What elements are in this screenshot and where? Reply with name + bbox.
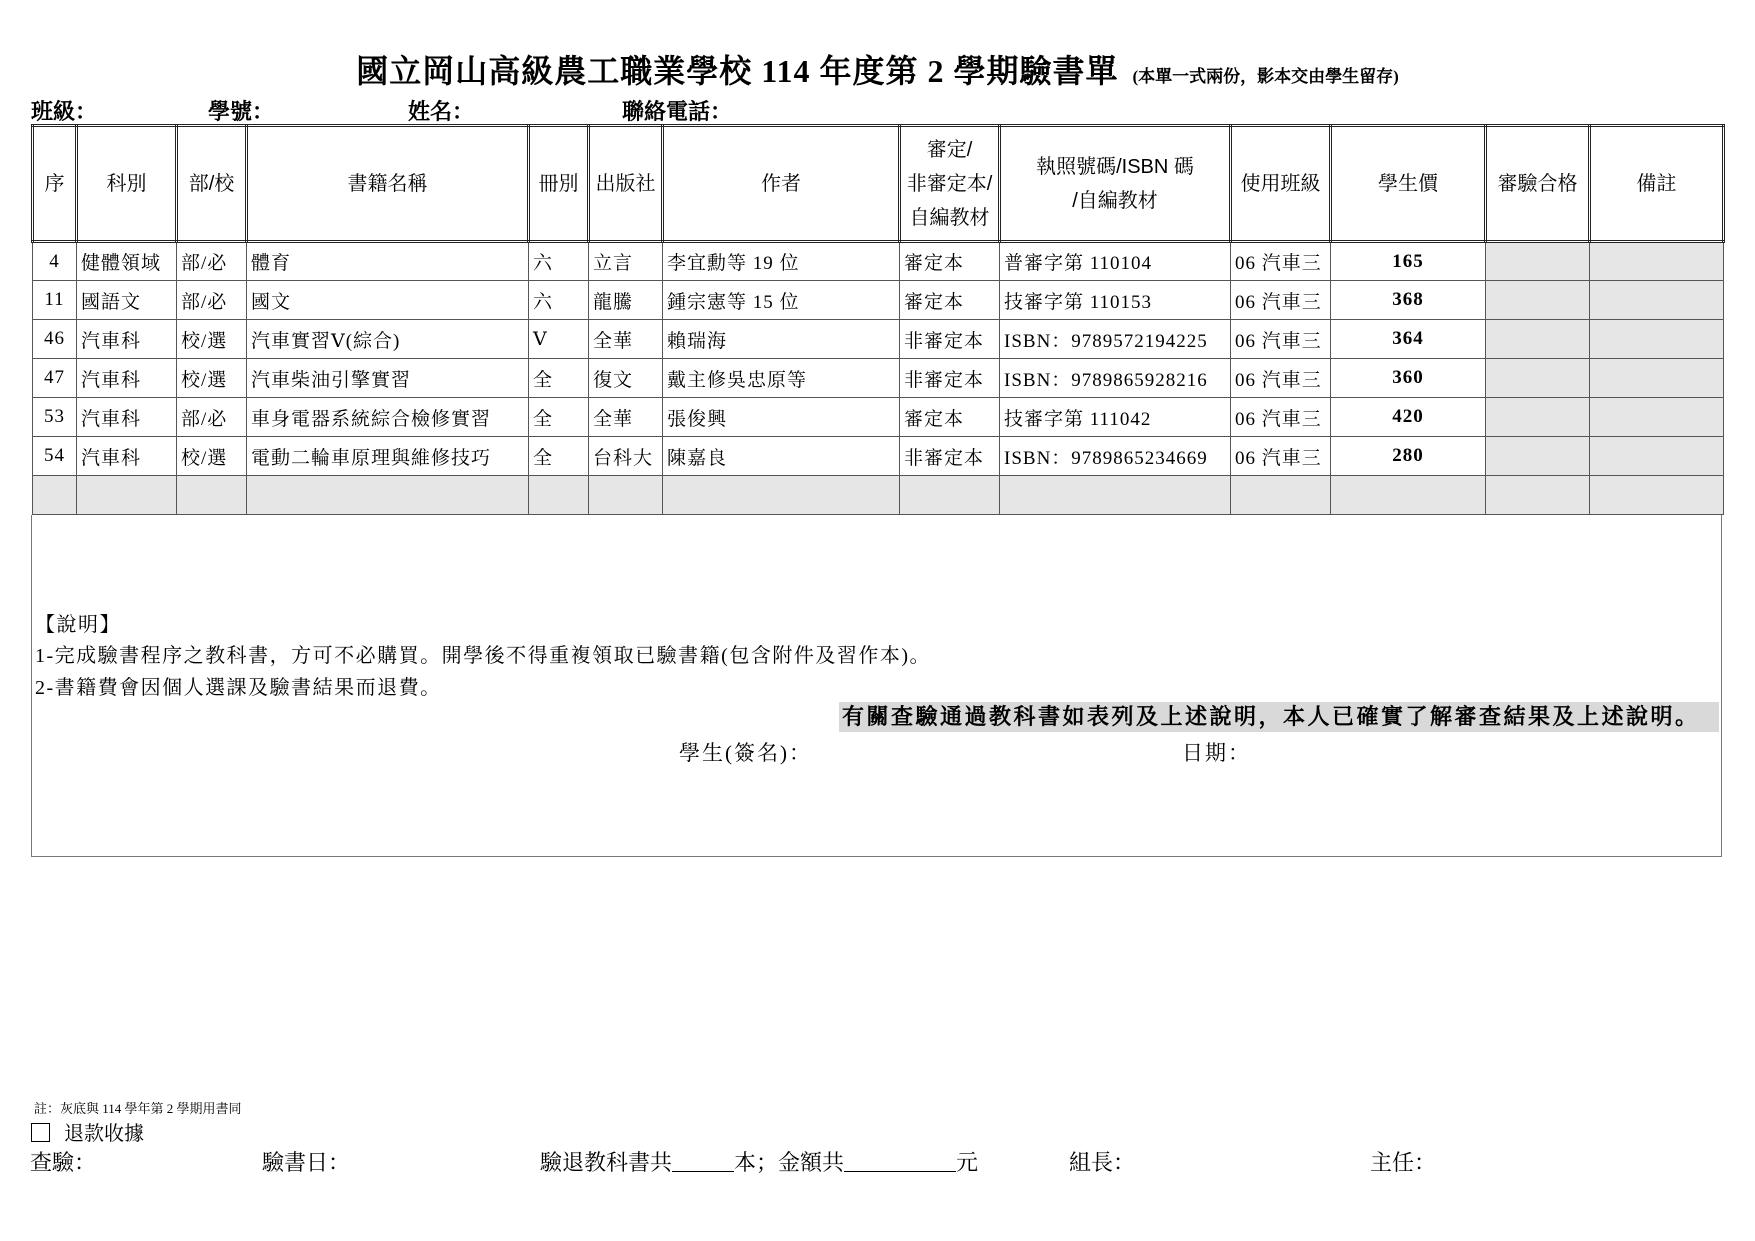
empty-cell bbox=[663, 476, 900, 515]
subject-cell: 汽車科 bbox=[77, 398, 177, 437]
license-isbn-cell: 技審字第 111042 bbox=[1000, 398, 1231, 437]
remark-cell bbox=[1590, 437, 1724, 476]
section-chief-label: 組長： bbox=[1069, 1150, 1136, 1175]
returned-count-blank bbox=[672, 1151, 734, 1172]
subject-cell: 國語文 bbox=[77, 281, 177, 320]
document-title: 國立岡山高級農工職業學校 114 年度第 2 學期驗書單 bbox=[356, 53, 1119, 89]
student-price-cell: 364 bbox=[1331, 320, 1486, 359]
table-row bbox=[33, 437, 1724, 476]
publisher-cell: 台科大 bbox=[589, 437, 663, 476]
subject-cell: 汽車科 bbox=[77, 359, 177, 398]
returned-suffix: 元 bbox=[956, 1150, 979, 1175]
empty-cell bbox=[589, 476, 663, 515]
book-title-cell: 汽車實習Ⅴ(綜合) bbox=[247, 320, 529, 359]
volume-cell: Ⅴ bbox=[529, 320, 589, 359]
category-cell: 部/必 bbox=[177, 242, 247, 281]
phone-label: 聯絡電話： bbox=[622, 99, 733, 124]
author-cell: 戴主修吳忠原等 bbox=[663, 359, 900, 398]
volume-cell: 全 bbox=[529, 398, 589, 437]
author-cell: 張俊興 bbox=[663, 398, 900, 437]
category-cell: 校/選 bbox=[177, 320, 247, 359]
approved-cell bbox=[1486, 359, 1590, 398]
header-subject: 科別 bbox=[77, 126, 177, 242]
empty-cell bbox=[1331, 476, 1486, 515]
publisher-cell: 全華 bbox=[589, 398, 663, 437]
author-cell: 陳嘉良 bbox=[663, 437, 900, 476]
seq-cell: 11 bbox=[33, 281, 77, 320]
subject-cell: 汽車科 bbox=[77, 320, 177, 359]
empty-cell bbox=[1000, 476, 1231, 515]
seq-cell: 46 bbox=[33, 320, 77, 359]
gray-background-note: 註：灰底與 114 學年第 2 學期用書同 bbox=[34, 1101, 242, 1116]
volume-cell: 全 bbox=[529, 437, 589, 476]
class-cell: 06 汽車三 bbox=[1231, 359, 1331, 398]
header-seq: 序 bbox=[33, 126, 77, 242]
review-type-cell: 審定本 bbox=[900, 398, 1000, 437]
note-item-2: 2-書籍費會因個人選課及驗書結果而退費。 bbox=[35, 677, 442, 699]
approved-cell bbox=[1486, 437, 1590, 476]
subject-cell: 汽車科 bbox=[77, 437, 177, 476]
student-price-cell: 420 bbox=[1331, 398, 1486, 437]
remark-cell bbox=[1590, 320, 1724, 359]
review-type-cell: 審定本 bbox=[900, 242, 1000, 281]
refund-checkbox[interactable] bbox=[31, 1123, 50, 1142]
student-price-cell: 360 bbox=[1331, 359, 1486, 398]
notes-heading: 【說明】 bbox=[35, 614, 121, 636]
subject-cell: 健體領域 bbox=[77, 242, 177, 281]
header-publisher: 出版社 bbox=[589, 126, 663, 242]
class-cell: 06 汽車三 bbox=[1231, 437, 1331, 476]
empty-cell bbox=[1590, 476, 1724, 515]
approved-cell bbox=[1486, 281, 1590, 320]
empty-cell bbox=[1231, 476, 1331, 515]
student-price-cell: 165 bbox=[1331, 242, 1486, 281]
publisher-cell: 龍騰 bbox=[589, 281, 663, 320]
book-title-cell: 汽車柴油引擎實習 bbox=[247, 359, 529, 398]
book-rows bbox=[33, 242, 1724, 515]
empty-table-row bbox=[33, 476, 1724, 515]
header-student-price: 學生價 bbox=[1331, 126, 1486, 242]
class-cell: 06 汽車三 bbox=[1231, 242, 1331, 281]
book-table bbox=[31, 124, 1725, 515]
seq-cell: 47 bbox=[33, 359, 77, 398]
book-title-cell: 體育 bbox=[247, 242, 529, 281]
title-note: (本單一式兩份，影本交由學生留存) bbox=[1132, 67, 1399, 86]
license-isbn-cell: ISBN：9789865234669 bbox=[1000, 437, 1231, 476]
name-label: 姓名： bbox=[408, 99, 475, 124]
seq-cell: 53 bbox=[33, 398, 77, 437]
director-label: 主任： bbox=[1370, 1150, 1437, 1175]
header-author: 作者 bbox=[663, 126, 900, 242]
table-row bbox=[33, 320, 1724, 359]
empty-cell bbox=[33, 476, 77, 515]
empty-cell bbox=[77, 476, 177, 515]
review-type-cell: 審定本 bbox=[900, 281, 1000, 320]
remark-cell bbox=[1590, 281, 1724, 320]
returned-books-line bbox=[540, 1146, 978, 1177]
student-price-cell: 368 bbox=[1331, 281, 1486, 320]
approved-cell bbox=[1486, 320, 1590, 359]
category-cell: 部/必 bbox=[177, 281, 247, 320]
book-title-cell: 電動二輪車原理與維修技巧 bbox=[247, 437, 529, 476]
student-id-label: 學號： bbox=[208, 99, 275, 124]
table-row bbox=[33, 359, 1724, 398]
author-cell: 李宜勳等 19 位 bbox=[663, 242, 900, 281]
note-item-1: 1-完成驗書程序之教科書，方可不必購買。開學後不得重複領取已驗書籍(包含附件及習作本)。 bbox=[35, 645, 931, 667]
acknowledgement-statement: 有關查驗通過教科書如表列及上述說明，本人已確實了解審查結果及上述說明。 bbox=[839, 702, 1719, 732]
header-category: 部/校 bbox=[177, 126, 247, 242]
refund-amount-blank bbox=[844, 1151, 956, 1172]
book-title-cell: 車身電器系統綜合檢修實習 bbox=[247, 398, 529, 437]
author-cell: 鍾宗憲等 15 位 bbox=[663, 281, 900, 320]
returned-prefix: 驗退教科書共 bbox=[540, 1150, 673, 1175]
empty-cell bbox=[529, 476, 589, 515]
publisher-cell: 全華 bbox=[589, 320, 663, 359]
seq-cell: 54 bbox=[33, 437, 77, 476]
returned-mid: 本；金額共 bbox=[734, 1150, 845, 1175]
document-header bbox=[0, 46, 1755, 92]
license-isbn-cell: ISBN：9789572194225 bbox=[1000, 320, 1231, 359]
header-class: 使用班級 bbox=[1231, 126, 1331, 242]
inspection-date-label: 驗書日： bbox=[262, 1150, 351, 1175]
remark-cell bbox=[1590, 398, 1724, 437]
class-cell: 06 汽車三 bbox=[1231, 281, 1331, 320]
refund-receipt-label: 退款收據 bbox=[64, 1123, 144, 1145]
signature-date-label: 日期： bbox=[1182, 741, 1251, 765]
review-type-cell: 非審定本 bbox=[900, 320, 1000, 359]
table-row bbox=[33, 398, 1724, 437]
book-inspection-form bbox=[31, 124, 1722, 857]
publisher-cell: 立言 bbox=[589, 242, 663, 281]
empty-cell bbox=[1486, 476, 1590, 515]
empty-cell bbox=[177, 476, 247, 515]
volume-cell: 六 bbox=[529, 242, 589, 281]
category-cell: 校/選 bbox=[177, 437, 247, 476]
seq-cell: 4 bbox=[33, 242, 77, 281]
approved-cell bbox=[1486, 398, 1590, 437]
approved-cell bbox=[1486, 242, 1590, 281]
refund-receipt-option bbox=[31, 1117, 144, 1146]
volume-cell: 全 bbox=[529, 359, 589, 398]
review-type-cell: 非審定本 bbox=[900, 359, 1000, 398]
publisher-cell: 復文 bbox=[589, 359, 663, 398]
remark-cell bbox=[1590, 242, 1724, 281]
header-book-title: 書籍名稱 bbox=[247, 126, 529, 242]
category-cell: 校/選 bbox=[177, 359, 247, 398]
header-volume: 冊別 bbox=[529, 126, 589, 242]
notes-section bbox=[31, 515, 1722, 857]
table-header-row bbox=[33, 126, 1724, 242]
header-license-isbn: 執照號碼/ISBN 碼 /自編教材 bbox=[1000, 126, 1231, 242]
class-cell: 06 汽車三 bbox=[1231, 320, 1331, 359]
student-price-cell: 280 bbox=[1331, 437, 1486, 476]
license-isbn-cell: 技審字第 110153 bbox=[1000, 281, 1231, 320]
header-review-type: 審定/ 非審定本/ 自編教材 bbox=[900, 126, 1000, 242]
table-row bbox=[33, 242, 1724, 281]
inspector-label: 查驗： bbox=[30, 1150, 97, 1175]
table-row bbox=[33, 281, 1724, 320]
empty-cell bbox=[900, 476, 1000, 515]
remark-cell bbox=[1590, 359, 1724, 398]
review-type-cell: 非審定本 bbox=[900, 437, 1000, 476]
class-cell: 06 汽車三 bbox=[1231, 398, 1331, 437]
category-cell: 部/必 bbox=[177, 398, 247, 437]
header-remark: 備註 bbox=[1590, 126, 1724, 242]
empty-cell bbox=[247, 476, 529, 515]
license-isbn-cell: 普審字第 110104 bbox=[1000, 242, 1231, 281]
author-cell: 賴瑞海 bbox=[663, 320, 900, 359]
book-title-cell: 國文 bbox=[247, 281, 529, 320]
volume-cell: 六 bbox=[529, 281, 589, 320]
license-isbn-cell: ISBN：9789865928216 bbox=[1000, 359, 1231, 398]
student-signature-label: 學生(簽名)： bbox=[679, 741, 812, 765]
class-label: 班級： bbox=[31, 99, 98, 124]
header-approved: 審驗合格 bbox=[1486, 126, 1590, 242]
